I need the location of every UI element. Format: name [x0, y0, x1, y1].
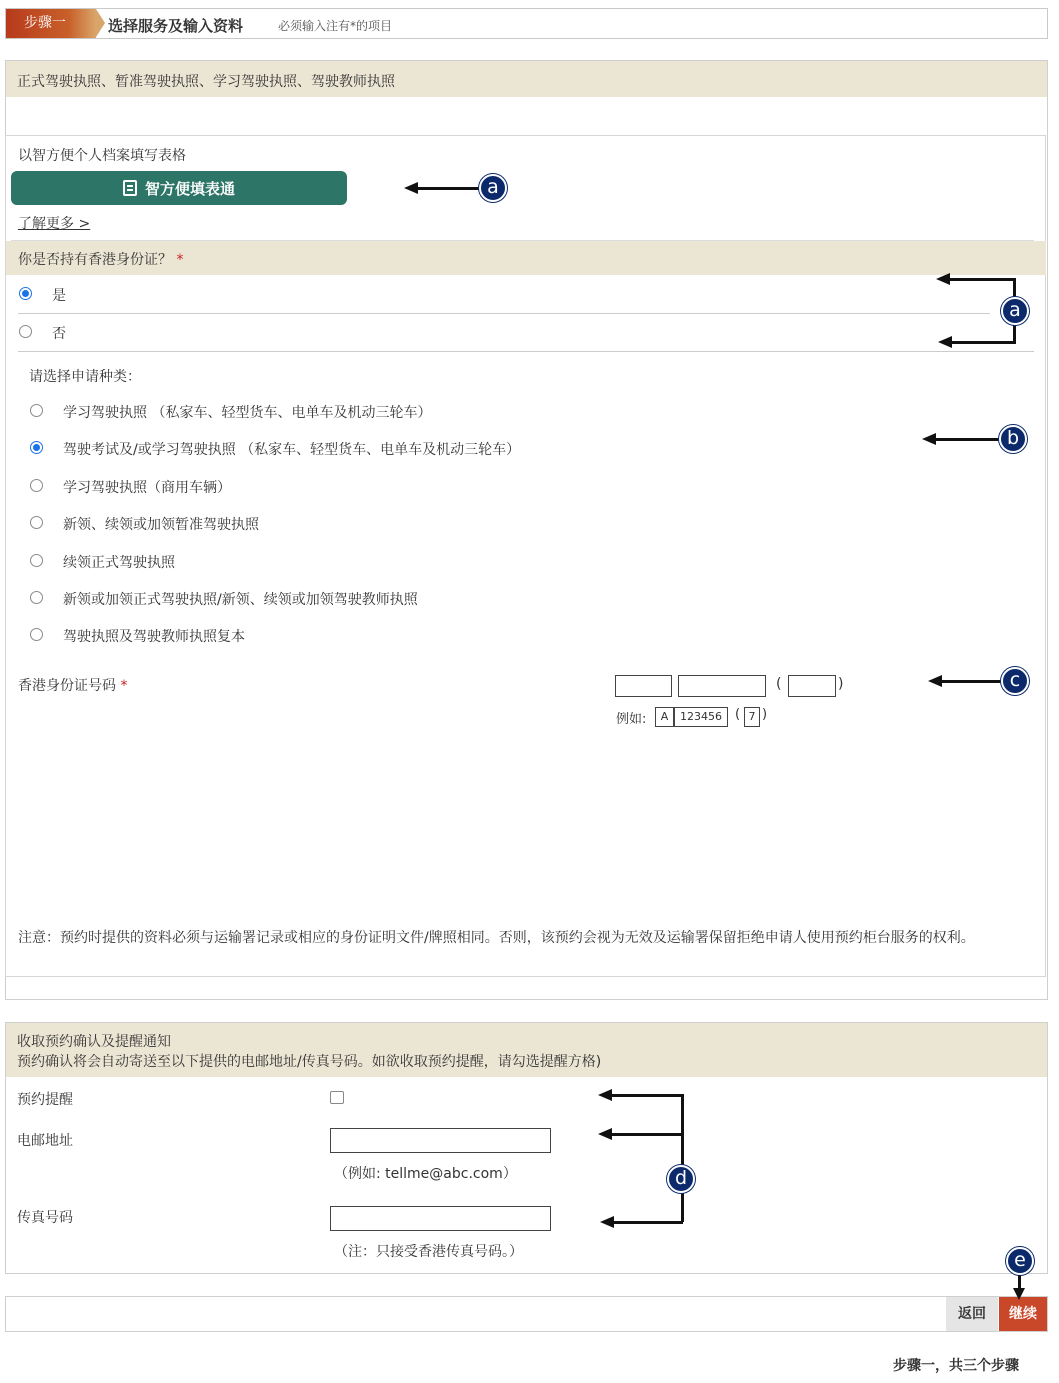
annotation-marker-e: e [1006, 1247, 1034, 1275]
annotation-line [1018, 1275, 1021, 1289]
app-type-label[interactable]: 新领、续领或加领暂准驾驶执照 [63, 517, 259, 533]
annotation-marker-c: c [1001, 667, 1029, 695]
navigation-bar [5, 1296, 1048, 1332]
learn-more-link[interactable]: 了解更多 > [18, 216, 91, 232]
app-type-label[interactable]: 续领正式驾驶执照 [63, 555, 175, 571]
annotation-line [950, 341, 1016, 344]
annotation-line [940, 680, 1003, 683]
fax-hint: （注：只接受香港传真号码。） [334, 1244, 523, 1260]
fax-label: 传真号码 [17, 1210, 73, 1226]
license-panel-title: 正式驾驶执照、暂准驾驶执照、学习驾驶执照、驾驶教师执照 [17, 74, 395, 90]
reminder-checkbox[interactable] [330, 1091, 344, 1104]
annotation-line [610, 1094, 683, 1097]
step-title: 选择服务及输入资料 [108, 17, 244, 35]
continue-button[interactable]: 继续 [999, 1297, 1047, 1331]
hkid-no-label[interactable]: 否 [52, 326, 66, 342]
email-field[interactable] [330, 1128, 551, 1153]
hkid-example-check-digit: 7 [744, 707, 760, 727]
annotation-line [416, 187, 480, 190]
notification-description: 预约确认将会自动寄送至以下提供的电邮地址/传真号码。如欲收取预约提醒，请勾选提醒方格) [17, 1054, 602, 1070]
required-asterisk: * [120, 678, 128, 694]
ifill-button-label: 智方便填表通 [144, 179, 235, 198]
app-type-radio[interactable] [30, 628, 43, 641]
reminder-label: 预约提醒 [17, 1092, 73, 1108]
hkid-no-radio[interactable] [19, 325, 32, 338]
hkid-yes-radio[interactable] [19, 287, 32, 300]
hkid-example-digits: 123456 [674, 707, 728, 727]
fax-field[interactable] [330, 1206, 551, 1231]
step-counter: 步骤一，共三个步骤 [893, 1358, 1019, 1374]
annotation-line [948, 278, 1015, 281]
required-asterisk: * [176, 252, 184, 268]
app-type-radio[interactable] [30, 479, 43, 492]
annotation-line [612, 1221, 683, 1224]
ifill-button[interactable] [11, 171, 347, 205]
back-button[interactable]: 返回 [946, 1297, 998, 1331]
annotation-marker-a: a [1001, 297, 1029, 325]
form-fill-icon [123, 180, 137, 196]
app-type-label[interactable]: 驾驶考试及/或学习驾驶执照 （私家车、轻型货车、电单车及机动三轮车） [63, 442, 521, 458]
open-paren: ( [776, 676, 782, 692]
notification-title: 收取预约确认及提醒通知 [17, 1034, 171, 1050]
app-type-label[interactable]: 驾驶执照及驾驶教师执照复本 [63, 629, 245, 645]
hkid-letter-input[interactable] [615, 675, 672, 697]
example-close-paren: ) [762, 707, 768, 722]
hkid-example-letter: A [655, 707, 674, 727]
example-open-paren: ( [735, 707, 741, 722]
hkid-number-label-text: 香港身份证号码 [18, 678, 116, 694]
annotation-marker-b: b [999, 425, 1027, 453]
app-type-radio[interactable] [30, 516, 43, 529]
notice-text: 注意：预约时提供的资料必须与运输署记录或相应的身份证明文件/牌照相同。否则，该预约会视为无效及运输署保留拒绝申请人使用预约柜台服务的权利。 [18, 930, 975, 946]
hkid-example-label: 例如: [616, 712, 647, 727]
app-type-radio[interactable] [30, 404, 43, 417]
hkid-yes-label[interactable]: 是 [52, 288, 66, 304]
hkid-check-digit-input[interactable] [788, 675, 836, 697]
annotation-marker-a: a [479, 174, 507, 202]
step-badge: 步骤一 [6, 9, 96, 38]
required-note: 必须输入注有*的项目 [278, 19, 393, 33]
notification-panel-header [6, 1023, 1047, 1077]
annotation-line [934, 438, 1000, 441]
email-hint: （例如: tellme@abc.com） [334, 1166, 517, 1182]
annotation-line [681, 1094, 684, 1222]
step-header [5, 8, 1048, 39]
app-type-radio[interactable] [30, 441, 43, 454]
close-paren: ) [838, 676, 844, 692]
divider [18, 351, 1034, 352]
hkid-question [18, 249, 183, 269]
ifill-instruction: 以智方便个人档案填写表格 [18, 148, 186, 164]
app-type-radio[interactable] [30, 591, 43, 604]
app-type-radio[interactable] [30, 554, 43, 567]
hkid-digits-input[interactable] [678, 675, 766, 697]
divider [18, 313, 990, 314]
email-label: 电邮地址 [17, 1133, 73, 1149]
app-type-label[interactable]: 学习驾驶执照（商用车辆） [63, 480, 231, 496]
app-type-label[interactable]: 学习驾驶执照 （私家车、轻型货车、电单车及机动三轮车） [63, 405, 432, 421]
annotation-line [610, 1133, 683, 1136]
license-panel-header [6, 61, 1047, 97]
annotation-marker-d: d [667, 1165, 695, 1193]
annotation-arrowhead [1013, 1288, 1025, 1300]
hkid-number-label [18, 675, 127, 695]
step-badge-arrow [96, 9, 105, 37]
hkid-question-text: 你是否持有香港身份证？ [18, 252, 172, 268]
application-type-label: 请选择申请种类： [29, 369, 141, 385]
app-type-label[interactable]: 新领或加领正式驾驶执照/新领、续领或加领驾驶教师执照 [63, 592, 418, 608]
